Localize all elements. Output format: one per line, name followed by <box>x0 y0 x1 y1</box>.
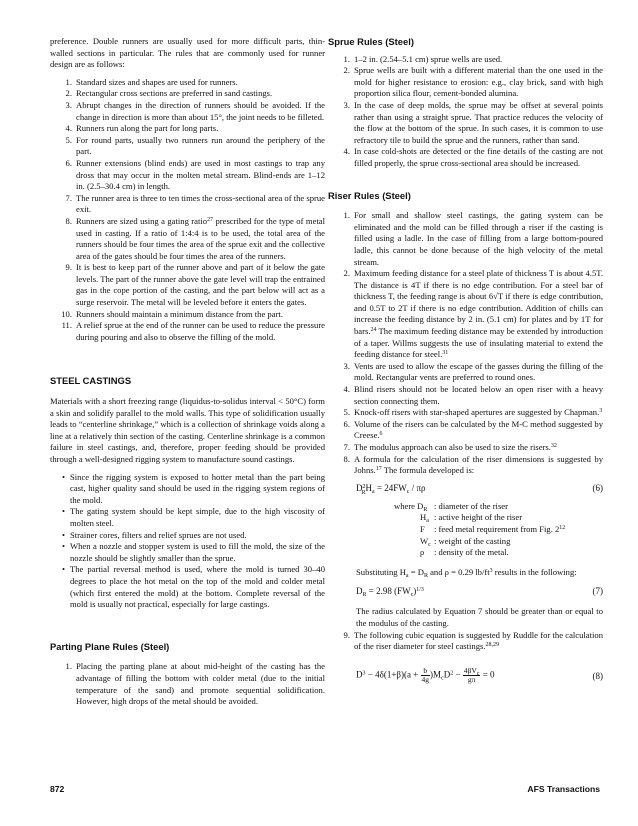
item-number: 9. <box>65 262 72 273</box>
where-description: : density of the metal. <box>434 547 509 558</box>
runner-rule-item <box>50 309 325 321</box>
steel-bullet-item <box>50 541 325 564</box>
left-column <box>50 36 325 708</box>
runner-rule-item <box>50 88 325 100</box>
item-text: 1–2 in. (2.54–5.1 cm) sprue wells are used. <box>354 53 503 64</box>
parting-plane-heading: Parting Plane Rules (Steel) <box>50 640 170 652</box>
sprue-rule-item <box>328 146 603 169</box>
item-number: 1. <box>343 210 350 221</box>
item-text: The runner area is three to ten times the cross-sectional area of the sprue exit. <box>76 192 325 215</box>
item-text: Runners are sized using a gating ratio <box>76 215 208 226</box>
reference-superscript: 31 <box>442 350 449 357</box>
runner-rule-item <box>50 123 325 135</box>
item-number: 7. <box>65 192 72 203</box>
steel-bullet-item <box>50 530 325 542</box>
item-text: It is best to keep part of the runner above and part of it below the gate levels. The part of the runner above the gate level will trap the entrained gas in the cope portion of the casting, and the part below will act as a surge reservoir. The metal will be leveled before it enters the gates. <box>76 262 325 308</box>
parting-rule-item <box>50 661 325 707</box>
reference-superscript: 3 <box>599 408 603 415</box>
item-number: 2. <box>65 88 72 99</box>
steel-castings-heading: STEEL CASTINGS <box>50 375 132 387</box>
bullet-text: Since the rigging system is exposed to hotter metal than the part being cast, higher quality sand should be used in the rigging system regions of the mold. <box>70 471 325 505</box>
where-symbol: ρ <box>420 547 425 558</box>
sprue-rule-item <box>328 54 603 66</box>
where-description: : active height of the riser <box>434 512 523 523</box>
item-text: Rectangular cross sections are preferred in sand castings. <box>76 88 273 99</box>
equation-8 <box>356 663 603 689</box>
where-item <box>394 501 603 513</box>
symbol-subscript: R <box>423 506 428 513</box>
substitution-text: Substituting $H_a = D_R$ and ρ = 0.29 $lb/ft^3$ results in the following: <box>356 566 577 579</box>
where-symbol: F <box>420 523 425 534</box>
journal-name: AFS Transactions <box>527 784 600 794</box>
where-block <box>356 501 603 559</box>
item-number: 5. <box>65 134 72 145</box>
riser-rule-item <box>328 419 603 442</box>
equation-6-number: (6) <box>592 482 603 493</box>
equation-8-body: $D^3 - 4\delta(1+\beta)(a$ + $\frac{b}{4g}$ )$M_cD^2$ − $\frac{4\beta V_c}{g\pi}$ = 0 <box>356 665 495 684</box>
riser-rules-heading: Riser Rules (Steel) <box>328 189 411 201</box>
where-symbol: $H_a$ <box>420 512 429 525</box>
reference-superscript: 32 <box>550 443 557 449</box>
riser-rule-item <box>328 361 603 384</box>
item-number: 8. <box>65 215 72 226</box>
equation-8-number: (8) <box>592 670 603 681</box>
equation-7-number: (7) <box>592 586 603 597</box>
riser-rule-item <box>328 454 603 477</box>
bullet-text: The partial reversal method is used, where the mold is turned 30–40 degrees to place the hot metal on the top of the mold and colder metal (which first entered the mold) at the bottom. Complete reversal of the mold is usually not practical, especially for large castings. <box>70 564 325 610</box>
runner-rule-item <box>50 135 325 158</box>
item-number: 9. <box>343 629 350 640</box>
symbol-subscript: c <box>428 541 431 548</box>
item-text: A formula for the calculation of the riser dimensions is suggested by Johns. <box>354 453 603 476</box>
item-number: 2. <box>343 65 350 76</box>
item-text: Runners run along the part for long parts. <box>76 123 219 134</box>
item-text: The formula developed is: <box>381 465 475 476</box>
item-number: 11. <box>61 320 72 331</box>
runner-rule-item <box>50 158 325 193</box>
where-item <box>394 547 603 559</box>
item-number: 6. <box>343 418 350 429</box>
where-description: : diameter of the riser <box>434 500 508 511</box>
where-description: : weight of the casting <box>434 535 511 546</box>
riser-rule-item <box>328 384 603 407</box>
item-text: Vents are used to allow the escape of the gasses during the filling of the mold. Rectangular vents are preferred to round ones. <box>354 360 603 383</box>
where-symbol: $W_c$ <box>420 535 431 548</box>
equation-6 <box>356 483 603 497</box>
item-number: 6. <box>65 157 72 168</box>
reference-superscript: 6 <box>379 431 383 438</box>
parting-rules-list <box>50 661 325 707</box>
bullet-icon: • <box>62 529 66 540</box>
item-number: 7. <box>343 442 350 452</box>
sprue-rules-list <box>328 54 603 170</box>
item-text: Runners should maintain a minimum distance from the part. <box>76 308 283 319</box>
item-number: 3. <box>343 99 350 110</box>
where-item <box>394 536 603 548</box>
item-text: Standard sizes and shapes are used for runners. <box>76 76 238 87</box>
steel-bullet-item <box>50 564 325 610</box>
reference-superscript: 17 <box>375 466 382 473</box>
where-list <box>356 501 603 559</box>
where-symbol: where $D_R$ <box>394 500 428 513</box>
riser-rule-item <box>328 407 603 419</box>
item-number: 4. <box>343 384 350 395</box>
runner-rule-item <box>50 193 325 216</box>
page-number: 872 <box>50 784 65 794</box>
bullet-icon: • <box>62 506 66 517</box>
sprue-rule-item <box>328 100 603 146</box>
where-description: : feed metal requirement from Fig. 2 <box>434 523 560 534</box>
runner-rule-item <box>50 320 325 343</box>
sprue-rule-item <box>328 65 603 100</box>
item-number: 4. <box>343 146 350 157</box>
equation-6-body: $D^2_RH_a = 24FW_c / \pi\rho$ <box>356 482 426 496</box>
item-text: Volume of the risers can be calculated by the M-C method suggested by Creese. <box>354 418 603 441</box>
bullet-text: When a nozzle and stopper system is used to fill the mold, the size of the nozzle should be slightly smaller than the sprue. <box>70 541 325 563</box>
bullet-icon: • <box>62 541 66 552</box>
item-number: 1. <box>65 661 72 672</box>
runner-intro: preference. Double runners are usually used for more difficult parts, thin-walled sections in particular. The rules that are commonly used for runner design are as follows: <box>50 36 325 70</box>
where-item <box>394 512 603 524</box>
item-text: Blind risers should not be located below an open riser with a heavy section connecting them. <box>354 384 603 406</box>
riser-rule-item <box>328 210 603 268</box>
item-number: 8. <box>343 453 350 464</box>
reference-superscript: 24 <box>370 327 377 334</box>
item-text: The following cubic equation is suggested by Ruddle for the calculation of the riser diameter for steel castings. <box>354 629 603 652</box>
item-number: 10. <box>61 308 72 319</box>
equation-7 <box>356 586 603 600</box>
reference-superscript: 27 <box>207 216 214 223</box>
bullet-text: Strainer cores, filters and relief sprues are not used. <box>70 529 247 540</box>
item-number: 1. <box>343 53 350 64</box>
item-text: The maximum feeding distance may be extended by introduction of a taper. Willms suggests the use of insulating material to extend the feeding distance for steel. <box>354 326 603 360</box>
runner-rule-item <box>50 262 325 308</box>
item-text: The modulus approach can also be used to size the risers. <box>354 442 551 452</box>
right-column <box>328 36 603 689</box>
item-text: Knock-off risers with star-shaped apertures are suggested by Chapman. <box>354 407 600 418</box>
item-text: In the case of deep molds, the sprue may be offset at several points rather than using a straight sprue. That practice reduces the velocity of the flow at the bottom of the sprue. In such cases, it is common to use refractory tile to build the sprue and the runners, rather than sand. <box>354 99 603 145</box>
reference-superscript: 28,29 <box>485 642 499 649</box>
item-number: 1. <box>65 76 72 87</box>
item-number: 3. <box>65 99 72 110</box>
item-text: prescribed for the type of metal used in casting. If a ratio of 1:4:4 is to be used, the total area of the runners should be four times the area of the sprue exit and the collective area of the gates should be four times the area of the runners. <box>76 215 325 261</box>
steel-bullet-item <box>50 506 325 529</box>
item-text: Abrupt changes in the direction of runners should be avoided. If the change in direction is more than about 15°, the joint needs to be filleted. <box>76 99 325 122</box>
where-label: where <box>394 500 418 511</box>
bullet-icon: • <box>62 471 66 482</box>
riser-rules-list <box>328 210 603 477</box>
item-text: Runner extensions (blind ends) are used in most castings to trap any dross that may occur in the molten metal stream. Blind-ends are 1–12 in. (2.5–30.4 cm) in length. <box>76 157 325 192</box>
item-text: In case cold-shots are detected or the fine details of the casting are not filled properly, the sprue cross-sectional area should be increased. <box>354 146 603 168</box>
sprue-rules-heading: Sprue Rules (Steel) <box>328 36 414 47</box>
item-text: Sprue wells are built with a different material than the one used in the mold for higher resistance to erosion: e.g., clay brick, sand with high proportion silica flour, cement-bonded alumina. <box>354 65 603 99</box>
runner-rule-item <box>50 100 325 123</box>
runner-rule-item <box>50 77 325 89</box>
item-number: 3. <box>343 360 350 371</box>
steel-castings-paragraph: Materials with a short freezing range (liquidus-to-solidus interval < 50°C) form a skin and solidify parallel to the mold walls. This type of solidification usually leads to “centerline shrinkage,” which is a collection of shrinkage voids along a line at a relatively thin section of the casting. Centerline shrinkage is a common failure in steel castings, and, therefore, proper feeding should be provided through a well-designed rigging system to manufacture sound castings. <box>50 396 325 464</box>
bullet-icon: • <box>62 564 66 575</box>
reference-superscript: 12 <box>559 524 566 531</box>
item-text: For small and shallow steel castings, the gating system can be eliminated and the mold can be filled through a riser if the casting is filled using a ladle. In the case of filling from a large bottom-poured ladle, this cannot be done because of the high velocity of the metal stream. <box>354 210 603 267</box>
riser-rule-item <box>328 442 603 454</box>
riser-rule-item <box>328 268 603 361</box>
steel-bullets-list <box>50 472 325 611</box>
runner-rule-item <box>50 216 325 262</box>
riser-rule-item <box>328 630 603 653</box>
item-text: Maximum feeding distance for a steel plate of thickness T is about 4.5T. The distance is 4T if there is no edge contribution. For a steel bar of thickness T, the feeding range is about 6√T if there is edge contribution, and 0.5T to 2T if there is no edge contribution. Addition of chills can increase the feeding distance by 2 in. (5.1 cm) for plates and by 1T for bars. <box>354 268 603 337</box>
riser-rule-9 <box>328 630 603 653</box>
item-text: For round parts, usually two runners run around the periphery of the part. <box>76 134 325 157</box>
item-number: 4. <box>65 123 72 134</box>
radius-text: The radius calculated by Equation 7 should be greater than or equal to the modulus of the casting. <box>356 606 603 628</box>
item-number: 5. <box>343 407 350 418</box>
steel-bullet-item <box>50 472 325 507</box>
equation-7-body: $D_R = 2.98$ $(FW_c)^{1/3}$ <box>356 586 424 599</box>
item-text: Placing the parting plane at about mid-height of the casting has the advantage of filling the bottom with colder metal (due to the initial temperature of the sand) and promote sequential solidification. However, high drops of the metal should be avoided. <box>76 661 325 707</box>
item-text: A relief sprue at the end of the runner can be used to reduce the pressure during pouring and also to observe the filling of the mold. <box>76 320 325 342</box>
item-number: 2. <box>343 268 350 279</box>
where-item <box>394 524 603 536</box>
runner-rules-list <box>50 77 325 344</box>
symbol-subscript: a <box>426 518 429 525</box>
bullet-text: The gating system should be kept simple, due to the high viscosity of molten steel. <box>70 506 325 528</box>
